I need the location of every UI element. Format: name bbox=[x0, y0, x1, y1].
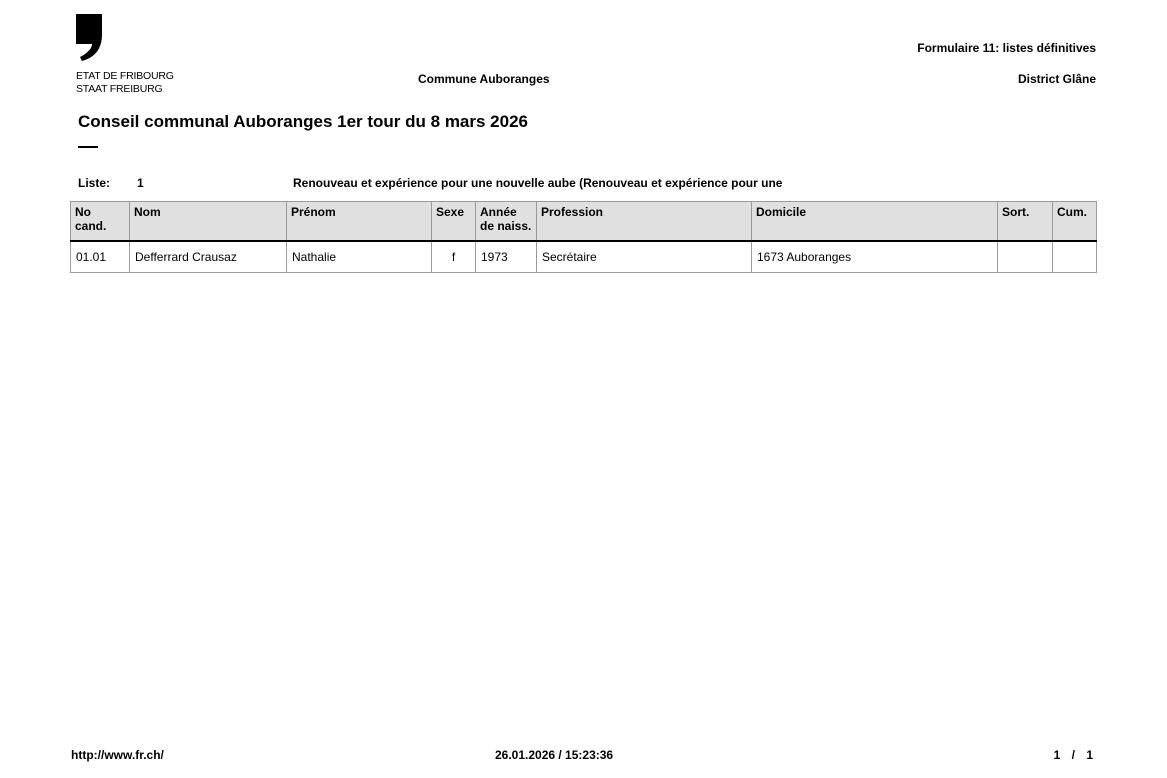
col-header-annee-label: Année de naiss. bbox=[480, 205, 532, 233]
col-header-annee bbox=[476, 202, 537, 242]
candidates-table bbox=[70, 201, 1097, 273]
form-title: Formulaire 11: listes définitives bbox=[917, 41, 1096, 55]
footer-datetime: 26.01.2026 / 15:23:36 bbox=[495, 748, 614, 762]
canton-logo-icon bbox=[76, 14, 104, 62]
cell-sexe: f bbox=[432, 241, 476, 273]
cell-sort bbox=[998, 241, 1053, 273]
commune-name: Commune Auboranges bbox=[418, 72, 550, 86]
col-header-domicile: Domicile bbox=[752, 202, 998, 242]
cell-nom: Defferrard Crausaz bbox=[130, 241, 287, 273]
document-title: Conseil communal Auboranges 1er tour du 8 mars 2026 bbox=[78, 112, 529, 131]
col-header-cum: Cum. bbox=[1053, 202, 1097, 242]
col-header-profession: Profession bbox=[537, 202, 752, 242]
cell-prenom: Nathalie bbox=[287, 241, 432, 273]
col-header-prenom: Prénom bbox=[287, 202, 432, 242]
cell-annee: 1973 bbox=[476, 241, 537, 273]
col-header-sort: Sort. bbox=[998, 202, 1053, 242]
cell-no: 01.01 bbox=[71, 241, 130, 273]
footer-url: http://www.fr.ch/ bbox=[71, 748, 164, 762]
footer-page-number: 1 / 1 bbox=[1053, 748, 1093, 762]
table-header-row bbox=[71, 202, 1097, 242]
title-underline bbox=[78, 146, 98, 148]
table-row bbox=[71, 241, 1097, 273]
col-header-sexe: Sexe bbox=[432, 202, 476, 242]
cell-cum bbox=[1053, 241, 1097, 273]
district-name: District Glâne bbox=[1017, 72, 1096, 86]
canton-logo-text bbox=[76, 70, 174, 96]
list-number: 1 bbox=[137, 176, 144, 190]
col-header-no bbox=[71, 202, 130, 242]
col-header-no-label: No cand. bbox=[75, 205, 107, 233]
list-label: Liste: bbox=[78, 176, 111, 190]
list-name: Renouveau et expérience pour une nouvelle aube (Renouveau et expérience pour une bbox=[293, 176, 783, 190]
col-header-nom: Nom bbox=[130, 202, 287, 242]
cell-domicile: 1673 Auboranges bbox=[752, 241, 998, 273]
logo-line-1: ETAT DE FRIBOURG bbox=[76, 70, 174, 82]
cell-profession: Secrétaire bbox=[537, 241, 752, 273]
logo-line-2: STAAT FREIBURG bbox=[76, 83, 163, 95]
